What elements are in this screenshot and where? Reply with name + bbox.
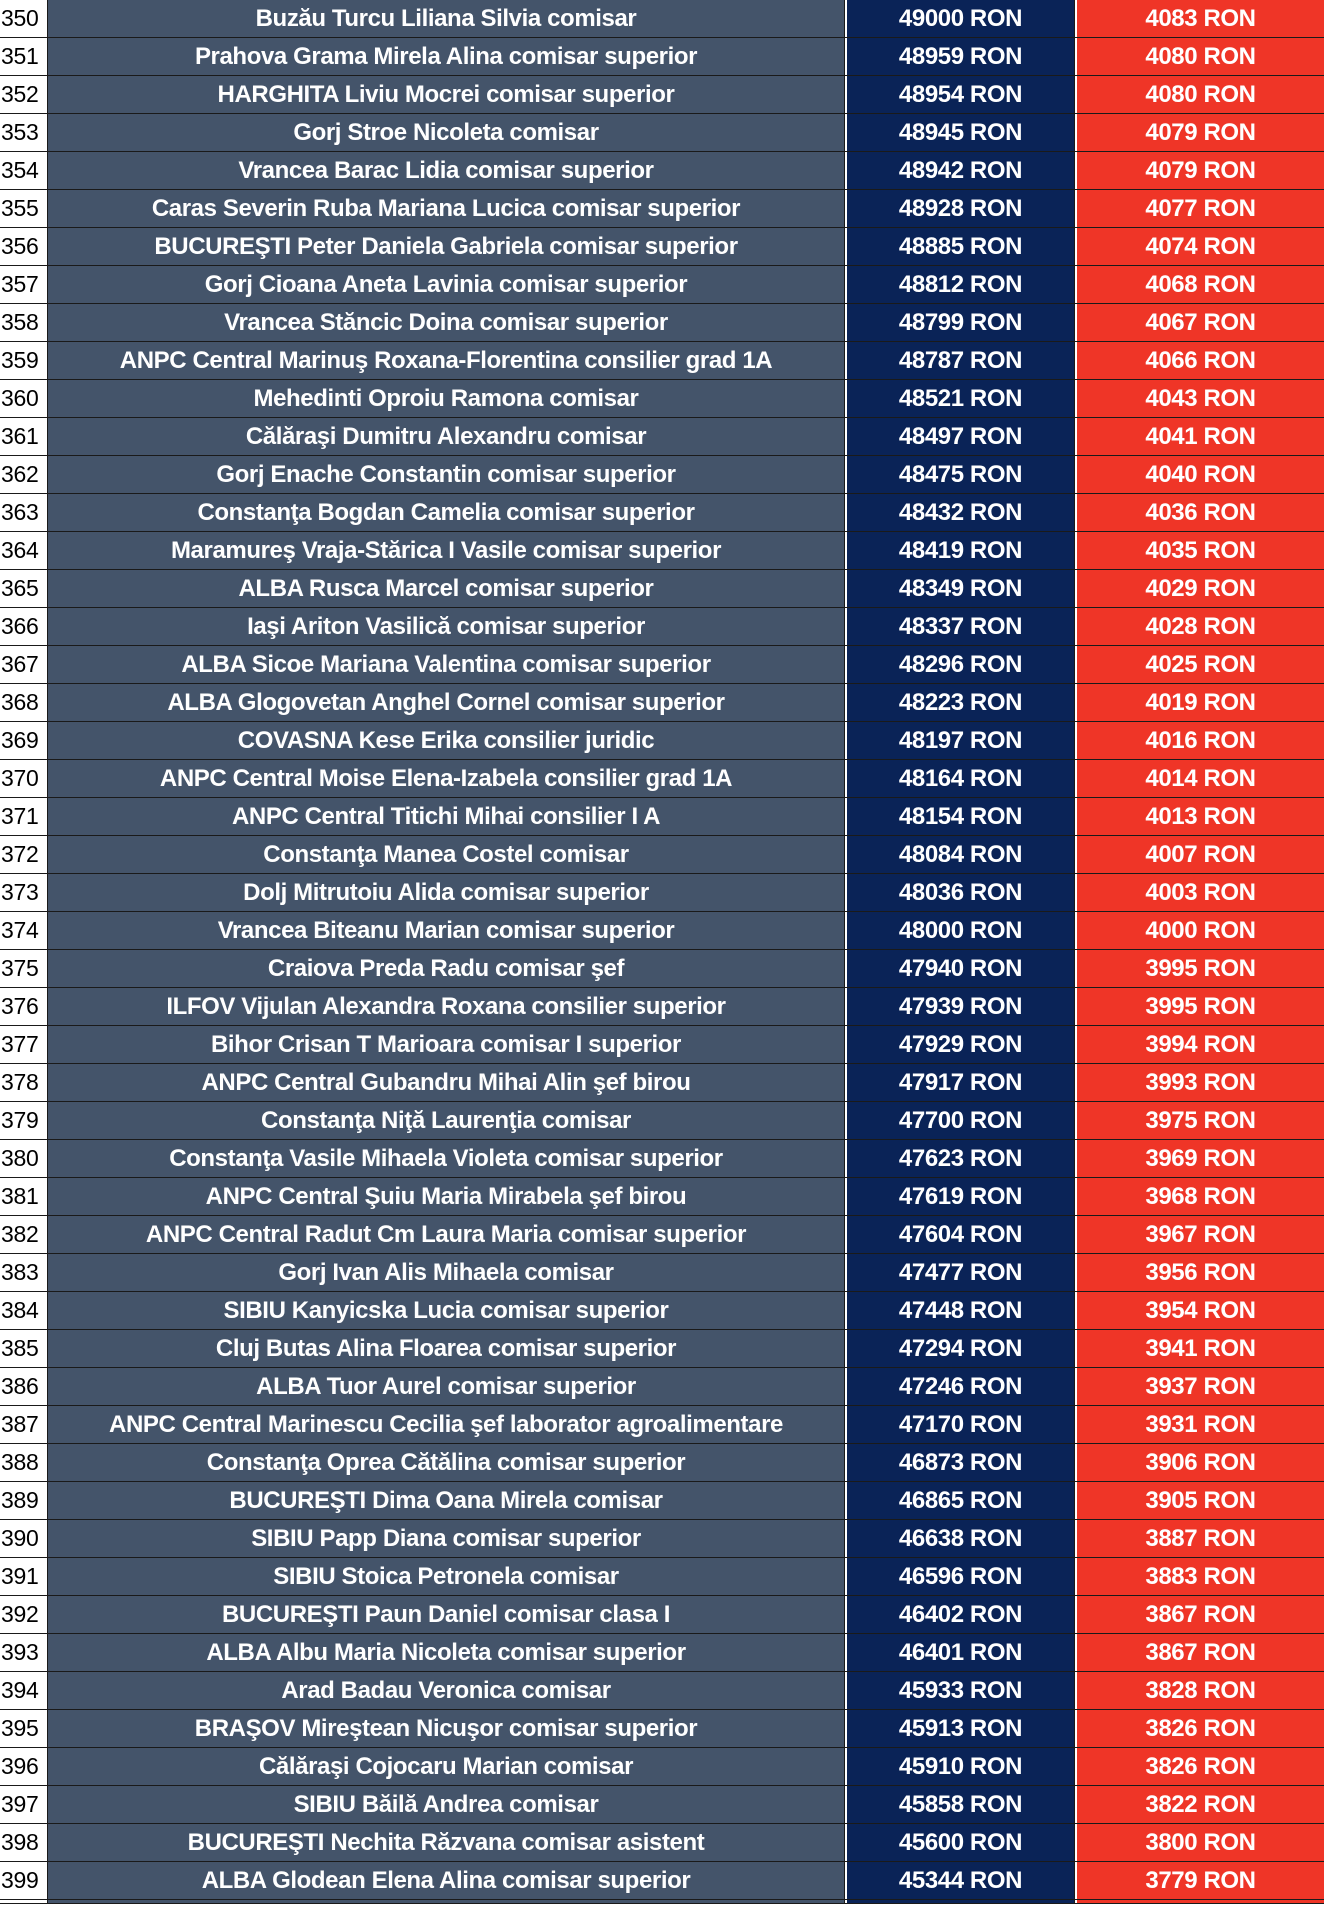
table-row-partial <box>0 1900 1324 1904</box>
table-row[interactable] <box>0 1064 1324 1102</box>
monthly-salary-cell[interactable]: 3995 RON <box>1077 950 1324 988</box>
table-row[interactable] <box>0 1558 1324 1596</box>
annual-salary-cell[interactable]: 46596 RON <box>847 1558 1075 1596</box>
row-number-cell[interactable]: 362 <box>0 456 48 494</box>
row-number-cell[interactable]: 387 <box>0 1406 48 1444</box>
employee-name-cell[interactable]: ANPC Central Şuiu Maria Mirabela şef birou <box>48 1178 845 1216</box>
table-row[interactable] <box>0 988 1324 1026</box>
annual-salary-cell[interactable]: 48954 RON <box>847 76 1075 114</box>
employee-name-cell[interactable]: Vrancea Stăncic Doina comisar superior <box>48 304 845 342</box>
table-row[interactable] <box>0 38 1324 76</box>
table-row[interactable] <box>0 76 1324 114</box>
table-row[interactable] <box>0 1710 1324 1748</box>
row-number-cell[interactable]: 390 <box>0 1520 48 1558</box>
row-number-cell[interactable]: 392 <box>0 1596 48 1634</box>
annual-salary-cell[interactable]: 47700 RON <box>847 1102 1075 1140</box>
monthly-salary-cell[interactable]: 4080 RON <box>1077 76 1324 114</box>
row-number-cell[interactable]: 354 <box>0 152 48 190</box>
monthly-salary-cell[interactable]: 4014 RON <box>1077 760 1324 798</box>
table-row[interactable] <box>0 1444 1324 1482</box>
annual-salary-cell[interactable]: 45858 RON <box>847 1786 1075 1824</box>
table-row[interactable] <box>0 1786 1324 1824</box>
row-number-cell[interactable]: 396 <box>0 1748 48 1786</box>
employee-name-cell[interactable]: Caras Severin Ruba Mariana Lucica comisar superior <box>48 190 845 228</box>
employee-name-cell[interactable]: Constanţa Manea Costel comisar <box>48 836 845 874</box>
row-number-cell[interactable]: 391 <box>0 1558 48 1596</box>
row-number-cell[interactable]: 389 <box>0 1482 48 1520</box>
monthly-salary-cell[interactable]: 4083 RON <box>1077 0 1324 38</box>
annual-salary-cell[interactable]: 48497 RON <box>847 418 1075 456</box>
annual-salary-cell[interactable]: 46865 RON <box>847 1482 1075 1520</box>
row-number-cell[interactable]: 372 <box>0 836 48 874</box>
table-row[interactable] <box>0 1140 1324 1178</box>
employee-name-cell[interactable]: Vrancea Biteanu Marian comisar superior <box>48 912 845 950</box>
monthly-salary-cell[interactable]: 4079 RON <box>1077 114 1324 152</box>
monthly-salary-cell[interactable]: 4028 RON <box>1077 608 1324 646</box>
employee-name-cell[interactable]: Gorj Cioana Aneta Lavinia comisar superior <box>48 266 845 304</box>
employee-name-cell[interactable]: ALBA Tuor Aurel comisar superior <box>48 1368 845 1406</box>
annual-salary-cell[interactable]: 48154 RON <box>847 798 1075 836</box>
monthly-salary-cell[interactable]: 4016 RON <box>1077 722 1324 760</box>
annual-salary-cell[interactable]: 48419 RON <box>847 532 1075 570</box>
table-row[interactable] <box>0 380 1324 418</box>
table-row[interactable] <box>0 1862 1324 1900</box>
monthly-salary-cell[interactable]: 3956 RON <box>1077 1254 1324 1292</box>
annual-salary-cell[interactable]: 47619 RON <box>847 1178 1075 1216</box>
annual-salary-cell[interactable]: 48337 RON <box>847 608 1075 646</box>
annual-salary-cell[interactable]: 45600 RON <box>847 1824 1075 1862</box>
employee-name-cell[interactable]: Cluj Butas Alina Floarea comisar superior <box>48 1330 845 1368</box>
row-number-cell[interactable]: 358 <box>0 304 48 342</box>
annual-salary-cell[interactable]: 47939 RON <box>847 988 1075 1026</box>
monthly-salary-cell[interactable]: 3867 RON <box>1077 1596 1324 1634</box>
monthly-salary-cell[interactable]: 3883 RON <box>1077 1558 1324 1596</box>
employee-name-cell[interactable]: Mehedinti Oproiu Ramona comisar <box>48 380 845 418</box>
monthly-salary-cell[interactable]: 3887 RON <box>1077 1520 1324 1558</box>
annual-salary-cell[interactable]: 48521 RON <box>847 380 1075 418</box>
table-row[interactable] <box>0 494 1324 532</box>
annual-salary-cell[interactable]: 45913 RON <box>847 1710 1075 1748</box>
row-number-cell[interactable]: 356 <box>0 228 48 266</box>
employee-name-cell[interactable]: Craiova Preda Radu comisar şef <box>48 950 845 988</box>
employee-name-cell[interactable]: Gorj Enache Constantin comisar superior <box>48 456 845 494</box>
row-number-cell[interactable]: 381 <box>0 1178 48 1216</box>
table-row[interactable] <box>0 228 1324 266</box>
monthly-salary-cell[interactable]: 3822 RON <box>1077 1786 1324 1824</box>
row-number-cell[interactable]: 394 <box>0 1672 48 1710</box>
monthly-salary-cell[interactable]: 4043 RON <box>1077 380 1324 418</box>
row-number-cell[interactable]: 386 <box>0 1368 48 1406</box>
table-row[interactable] <box>0 114 1324 152</box>
employee-name-cell[interactable]: BUCUREŞTI Peter Daniela Gabriela comisar superior <box>48 228 845 266</box>
row-number-cell[interactable]: 382 <box>0 1216 48 1254</box>
row-number-cell[interactable]: 351 <box>0 38 48 76</box>
employee-name-cell[interactable]: Constanţa Niţă Laurenţia comisar <box>48 1102 845 1140</box>
monthly-salary-cell[interactable]: 3995 RON <box>1077 988 1324 1026</box>
row-number-cell[interactable]: 374 <box>0 912 48 950</box>
annual-salary-cell[interactable]: 46873 RON <box>847 1444 1075 1482</box>
row-number-cell[interactable]: 359 <box>0 342 48 380</box>
employee-name-cell[interactable]: BRAŞOV Mireştean Nicuşor comisar superior <box>48 1710 845 1748</box>
monthly-salary-cell[interactable]: 3954 RON <box>1077 1292 1324 1330</box>
employee-name-cell[interactable]: Călăraşi Cojocaru Marian comisar <box>48 1748 845 1786</box>
row-number-cell[interactable]: 399 <box>0 1862 48 1900</box>
monthly-salary-cell[interactable]: 3969 RON <box>1077 1140 1324 1178</box>
monthly-salary-cell[interactable]: 4077 RON <box>1077 190 1324 228</box>
row-number-cell[interactable]: 353 <box>0 114 48 152</box>
table-row[interactable] <box>0 950 1324 988</box>
annual-salary-cell[interactable]: 47604 RON <box>847 1216 1075 1254</box>
table-row[interactable] <box>0 760 1324 798</box>
monthly-salary-cell[interactable]: 4036 RON <box>1077 494 1324 532</box>
row-number-cell[interactable]: 364 <box>0 532 48 570</box>
monthly-salary-cell[interactable]: 4079 RON <box>1077 152 1324 190</box>
annual-salary-cell[interactable]: 48475 RON <box>847 456 1075 494</box>
row-number-cell[interactable]: 355 <box>0 190 48 228</box>
monthly-salary-cell[interactable]: 4074 RON <box>1077 228 1324 266</box>
row-number-cell[interactable]: 365 <box>0 570 48 608</box>
monthly-salary-cell[interactable]: 4067 RON <box>1077 304 1324 342</box>
employee-name-cell[interactable]: COVASNA Kese Erika consilier juridic <box>48 722 845 760</box>
table-row[interactable] <box>0 836 1324 874</box>
monthly-salary-cell[interactable]: 4040 RON <box>1077 456 1324 494</box>
employee-name-cell[interactable]: ALBA Rusca Marcel comisar superior <box>48 570 845 608</box>
monthly-salary-cell[interactable]: 3931 RON <box>1077 1406 1324 1444</box>
annual-salary-cell[interactable]: 47170 RON <box>847 1406 1075 1444</box>
row-number-cell[interactable]: 375 <box>0 950 48 988</box>
row-number-cell[interactable]: 366 <box>0 608 48 646</box>
employee-name-cell[interactable]: ANPC Central Moise Elena-Izabela consilier grad 1A <box>48 760 845 798</box>
table-row[interactable] <box>0 1026 1324 1064</box>
monthly-salary-cell[interactable]: 4066 RON <box>1077 342 1324 380</box>
monthly-salary-cell[interactable]: 3779 RON <box>1077 1862 1324 1900</box>
annual-salary-cell[interactable]: 48885 RON <box>847 228 1075 266</box>
annual-salary-cell[interactable]: 47294 RON <box>847 1330 1075 1368</box>
annual-salary-cell[interactable]: 48349 RON <box>847 570 1075 608</box>
employee-name-cell[interactable]: ALBA Albu Maria Nicoleta comisar superior <box>48 1634 845 1672</box>
row-number-cell[interactable]: 385 <box>0 1330 48 1368</box>
monthly-salary-cell[interactable]: 4080 RON <box>1077 38 1324 76</box>
row-number-cell[interactable]: 373 <box>0 874 48 912</box>
annual-salary-cell[interactable]: 48223 RON <box>847 684 1075 722</box>
monthly-salary-cell[interactable]: 3826 RON <box>1077 1748 1324 1786</box>
employee-name-cell[interactable]: SIBIU Papp Diana comisar superior <box>48 1520 845 1558</box>
annual-salary-cell[interactable]: 47623 RON <box>847 1140 1075 1178</box>
employee-name-cell[interactable]: SIBIU Băilă Andrea comisar <box>48 1786 845 1824</box>
table-row[interactable] <box>0 798 1324 836</box>
monthly-salary-cell[interactable]: 4007 RON <box>1077 836 1324 874</box>
table-row[interactable] <box>0 684 1324 722</box>
monthly-salary-cell[interactable]: 3867 RON <box>1077 1634 1324 1672</box>
employee-name-cell[interactable]: ANPC Central Titichi Mihai consilier I A <box>48 798 845 836</box>
employee-name-cell[interactable]: Constanţa Oprea Cătălina comisar superior <box>48 1444 845 1482</box>
row-number-cell[interactable]: 371 <box>0 798 48 836</box>
row-number-cell[interactable]: 388 <box>0 1444 48 1482</box>
annual-salary-cell[interactable]: 46402 RON <box>847 1596 1075 1634</box>
annual-salary-cell[interactable]: 47917 RON <box>847 1064 1075 1102</box>
employee-name-cell[interactable]: Vrancea Barac Lidia comisar superior <box>48 152 845 190</box>
annual-salary-cell[interactable]: 47246 RON <box>847 1368 1075 1406</box>
monthly-salary-cell[interactable]: 4041 RON <box>1077 418 1324 456</box>
row-number-cell[interactable]: 363 <box>0 494 48 532</box>
employee-name-cell[interactable]: ALBA Glogovetan Anghel Cornel comisar superior <box>48 684 845 722</box>
table-row[interactable] <box>0 608 1324 646</box>
row-number-cell[interactable]: 377 <box>0 1026 48 1064</box>
monthly-salary-cell[interactable]: 4000 RON <box>1077 912 1324 950</box>
employee-name-cell[interactable]: Călăraşi Dumitru Alexandru comisar <box>48 418 845 456</box>
employee-name-cell[interactable]: Dolj Mitrutoiu Alida comisar superior <box>48 874 845 912</box>
employee-name-cell[interactable]: ALBA Glodean Elena Alina comisar superior <box>48 1862 845 1900</box>
annual-salary-cell[interactable]: 48197 RON <box>847 722 1075 760</box>
employee-name-cell[interactable]: BUCUREŞTI Dima Oana Mirela comisar <box>48 1482 845 1520</box>
table-row[interactable] <box>0 1596 1324 1634</box>
row-number-cell[interactable]: 383 <box>0 1254 48 1292</box>
row-number-cell[interactable]: 350 <box>0 0 48 38</box>
employee-name-cell[interactable]: ILFOV Vijulan Alexandra Roxana consilier superior <box>48 988 845 1026</box>
employee-name-cell[interactable]: ANPC Central Radut Cm Laura Maria comisar superior <box>48 1216 845 1254</box>
employee-name-cell[interactable]: BUCUREŞTI Paun Daniel comisar clasa I <box>48 1596 845 1634</box>
annual-salary-cell[interactable]: 47477 RON <box>847 1254 1075 1292</box>
annual-salary-cell[interactable]: 48432 RON <box>847 494 1075 532</box>
table-row[interactable] <box>0 532 1324 570</box>
monthly-salary-cell[interactable]: 4068 RON <box>1077 266 1324 304</box>
employee-name-cell[interactable]: ANPC Central Marinescu Cecilia şef laborator agroalimentare <box>48 1406 845 1444</box>
table-row[interactable] <box>0 152 1324 190</box>
monthly-salary-cell[interactable]: 3994 RON <box>1077 1026 1324 1064</box>
annual-salary-cell[interactable]: 48942 RON <box>847 152 1075 190</box>
table-row[interactable] <box>0 1178 1324 1216</box>
annual-salary-cell[interactable]: 48296 RON <box>847 646 1075 684</box>
table-row[interactable] <box>0 1330 1324 1368</box>
employee-name-cell[interactable]: Gorj Stroe Nicoleta comisar <box>48 114 845 152</box>
row-number-cell[interactable]: 384 <box>0 1292 48 1330</box>
row-number-cell[interactable]: 360 <box>0 380 48 418</box>
row-number-cell[interactable]: 352 <box>0 76 48 114</box>
employee-name-cell[interactable]: SIBIU Kanyicska Lucia comisar superior <box>48 1292 845 1330</box>
employee-name-cell[interactable]: Constanţa Vasile Mihaela Violeta comisar superior <box>48 1140 845 1178</box>
annual-salary-cell[interactable]: 48959 RON <box>847 38 1075 76</box>
row-number-cell[interactable]: 357 <box>0 266 48 304</box>
table-row[interactable] <box>0 874 1324 912</box>
monthly-salary-cell[interactable]: 4035 RON <box>1077 532 1324 570</box>
annual-salary-cell[interactable]: 49000 RON <box>847 0 1075 38</box>
annual-salary-cell[interactable]: 45910 RON <box>847 1748 1075 1786</box>
partial-cell <box>1077 1900 1324 1904</box>
employee-name-cell[interactable]: Arad Badau Veronica comisar <box>48 1672 845 1710</box>
monthly-salary-cell[interactable]: 4013 RON <box>1077 798 1324 836</box>
table-row[interactable] <box>0 456 1324 494</box>
partial-cell <box>48 1900 845 1904</box>
employee-name-cell[interactable]: SIBIU Stoica Petronela comisar <box>48 1558 845 1596</box>
annual-salary-cell[interactable]: 46401 RON <box>847 1634 1075 1672</box>
row-number-cell[interactable]: 379 <box>0 1102 48 1140</box>
annual-salary-cell[interactable]: 45344 RON <box>847 1862 1075 1900</box>
row-number-cell[interactable]: 393 <box>0 1634 48 1672</box>
employee-name-cell[interactable]: Gorj Ivan Alis Mihaela comisar <box>48 1254 845 1292</box>
employee-name-cell[interactable]: Bihor Crisan T Marioara comisar I superior <box>48 1026 845 1064</box>
annual-salary-cell[interactable]: 48000 RON <box>847 912 1075 950</box>
table-row[interactable] <box>0 1824 1324 1862</box>
annual-salary-cell[interactable]: 48799 RON <box>847 304 1075 342</box>
row-number-cell[interactable]: 368 <box>0 684 48 722</box>
annual-salary-cell[interactable]: 48164 RON <box>847 760 1075 798</box>
row-number-cell[interactable]: 378 <box>0 1064 48 1102</box>
row-number-cell[interactable]: 370 <box>0 760 48 798</box>
row-number-cell[interactable]: 398 <box>0 1824 48 1862</box>
table-row[interactable] <box>0 722 1324 760</box>
employee-name-cell[interactable]: Constanţa Bogdan Camelia comisar superior <box>48 494 845 532</box>
monthly-salary-cell[interactable]: 3975 RON <box>1077 1102 1324 1140</box>
table-row[interactable] <box>0 304 1324 342</box>
employee-name-cell[interactable]: BUCUREŞTI Nechita Răzvana comisar asistent <box>48 1824 845 1862</box>
annual-salary-cell[interactable]: 48928 RON <box>847 190 1075 228</box>
table-row[interactable] <box>0 1216 1324 1254</box>
annual-salary-cell[interactable]: 48945 RON <box>847 114 1075 152</box>
row-number-cell[interactable]: 397 <box>0 1786 48 1824</box>
table-row[interactable] <box>0 1520 1324 1558</box>
annual-salary-cell[interactable]: 47940 RON <box>847 950 1075 988</box>
row-number-cell[interactable]: 369 <box>0 722 48 760</box>
table-row[interactable] <box>0 646 1324 684</box>
annual-salary-cell[interactable]: 48036 RON <box>847 874 1075 912</box>
table-row[interactable] <box>0 570 1324 608</box>
monthly-salary-cell[interactable]: 3937 RON <box>1077 1368 1324 1406</box>
table-row[interactable] <box>0 342 1324 380</box>
monthly-salary-cell[interactable]: 3905 RON <box>1077 1482 1324 1520</box>
table-row[interactable] <box>0 0 1324 38</box>
monthly-salary-cell[interactable]: 3800 RON <box>1077 1824 1324 1862</box>
monthly-salary-cell[interactable]: 3941 RON <box>1077 1330 1324 1368</box>
table-row[interactable] <box>0 1672 1324 1710</box>
monthly-salary-cell[interactable]: 4029 RON <box>1077 570 1324 608</box>
employee-name-cell[interactable]: Maramureş Vraja-Stărica I Vasile comisar superior <box>48 532 845 570</box>
table-row[interactable] <box>0 1406 1324 1444</box>
annual-salary-cell[interactable]: 45933 RON <box>847 1672 1075 1710</box>
monthly-salary-cell[interactable]: 3828 RON <box>1077 1672 1324 1710</box>
monthly-salary-cell[interactable]: 3993 RON <box>1077 1064 1324 1102</box>
table-row[interactable] <box>0 1634 1324 1672</box>
table-row[interactable] <box>0 1482 1324 1520</box>
table-row[interactable] <box>0 418 1324 456</box>
table-row[interactable] <box>0 1368 1324 1406</box>
table-row[interactable] <box>0 1748 1324 1786</box>
employee-name-cell[interactable]: Buzău Turcu Liliana Silvia comisar <box>48 0 845 38</box>
table-row[interactable] <box>0 1102 1324 1140</box>
row-number-cell[interactable]: 395 <box>0 1710 48 1748</box>
monthly-salary-cell[interactable]: 3967 RON <box>1077 1216 1324 1254</box>
monthly-salary-cell[interactable]: 3906 RON <box>1077 1444 1324 1482</box>
row-number-cell[interactable]: 380 <box>0 1140 48 1178</box>
monthly-salary-cell[interactable]: 4003 RON <box>1077 874 1324 912</box>
monthly-salary-cell[interactable]: 4019 RON <box>1077 684 1324 722</box>
row-number-cell[interactable]: 361 <box>0 418 48 456</box>
employee-name-cell[interactable]: HARGHITA Liviu Mocrei comisar superior <box>48 76 845 114</box>
annual-salary-cell[interactable]: 48084 RON <box>847 836 1075 874</box>
table-row[interactable] <box>0 1292 1324 1330</box>
annual-salary-cell[interactable]: 47929 RON <box>847 1026 1075 1064</box>
monthly-salary-cell[interactable]: 4025 RON <box>1077 646 1324 684</box>
annual-salary-cell[interactable]: 46638 RON <box>847 1520 1075 1558</box>
employee-name-cell[interactable]: ALBA Sicoe Mariana Valentina comisar superior <box>48 646 845 684</box>
annual-salary-cell[interactable]: 48812 RON <box>847 266 1075 304</box>
partial-cell <box>0 1900 48 1904</box>
employee-name-cell[interactable]: Prahova Grama Mirela Alina comisar superior <box>48 38 845 76</box>
row-number-cell[interactable]: 376 <box>0 988 48 1026</box>
table-row[interactable] <box>0 912 1324 950</box>
partial-cell <box>847 1900 1075 1904</box>
annual-salary-cell[interactable]: 48787 RON <box>847 342 1075 380</box>
employee-name-cell[interactable]: ANPC Central Gubandru Mihai Alin şef birou <box>48 1064 845 1102</box>
employee-name-cell[interactable]: Iaşi Ariton Vasilică comisar superior <box>48 608 845 646</box>
employee-name-cell[interactable]: ANPC Central Marinuş Roxana-Florentina consilier grad 1A <box>48 342 845 380</box>
row-number-cell[interactable]: 367 <box>0 646 48 684</box>
monthly-salary-cell[interactable]: 3826 RON <box>1077 1710 1324 1748</box>
table-row[interactable] <box>0 1254 1324 1292</box>
table-row[interactable] <box>0 266 1324 304</box>
table-row[interactable] <box>0 190 1324 228</box>
monthly-salary-cell[interactable]: 3968 RON <box>1077 1178 1324 1216</box>
annual-salary-cell[interactable]: 47448 RON <box>847 1292 1075 1330</box>
